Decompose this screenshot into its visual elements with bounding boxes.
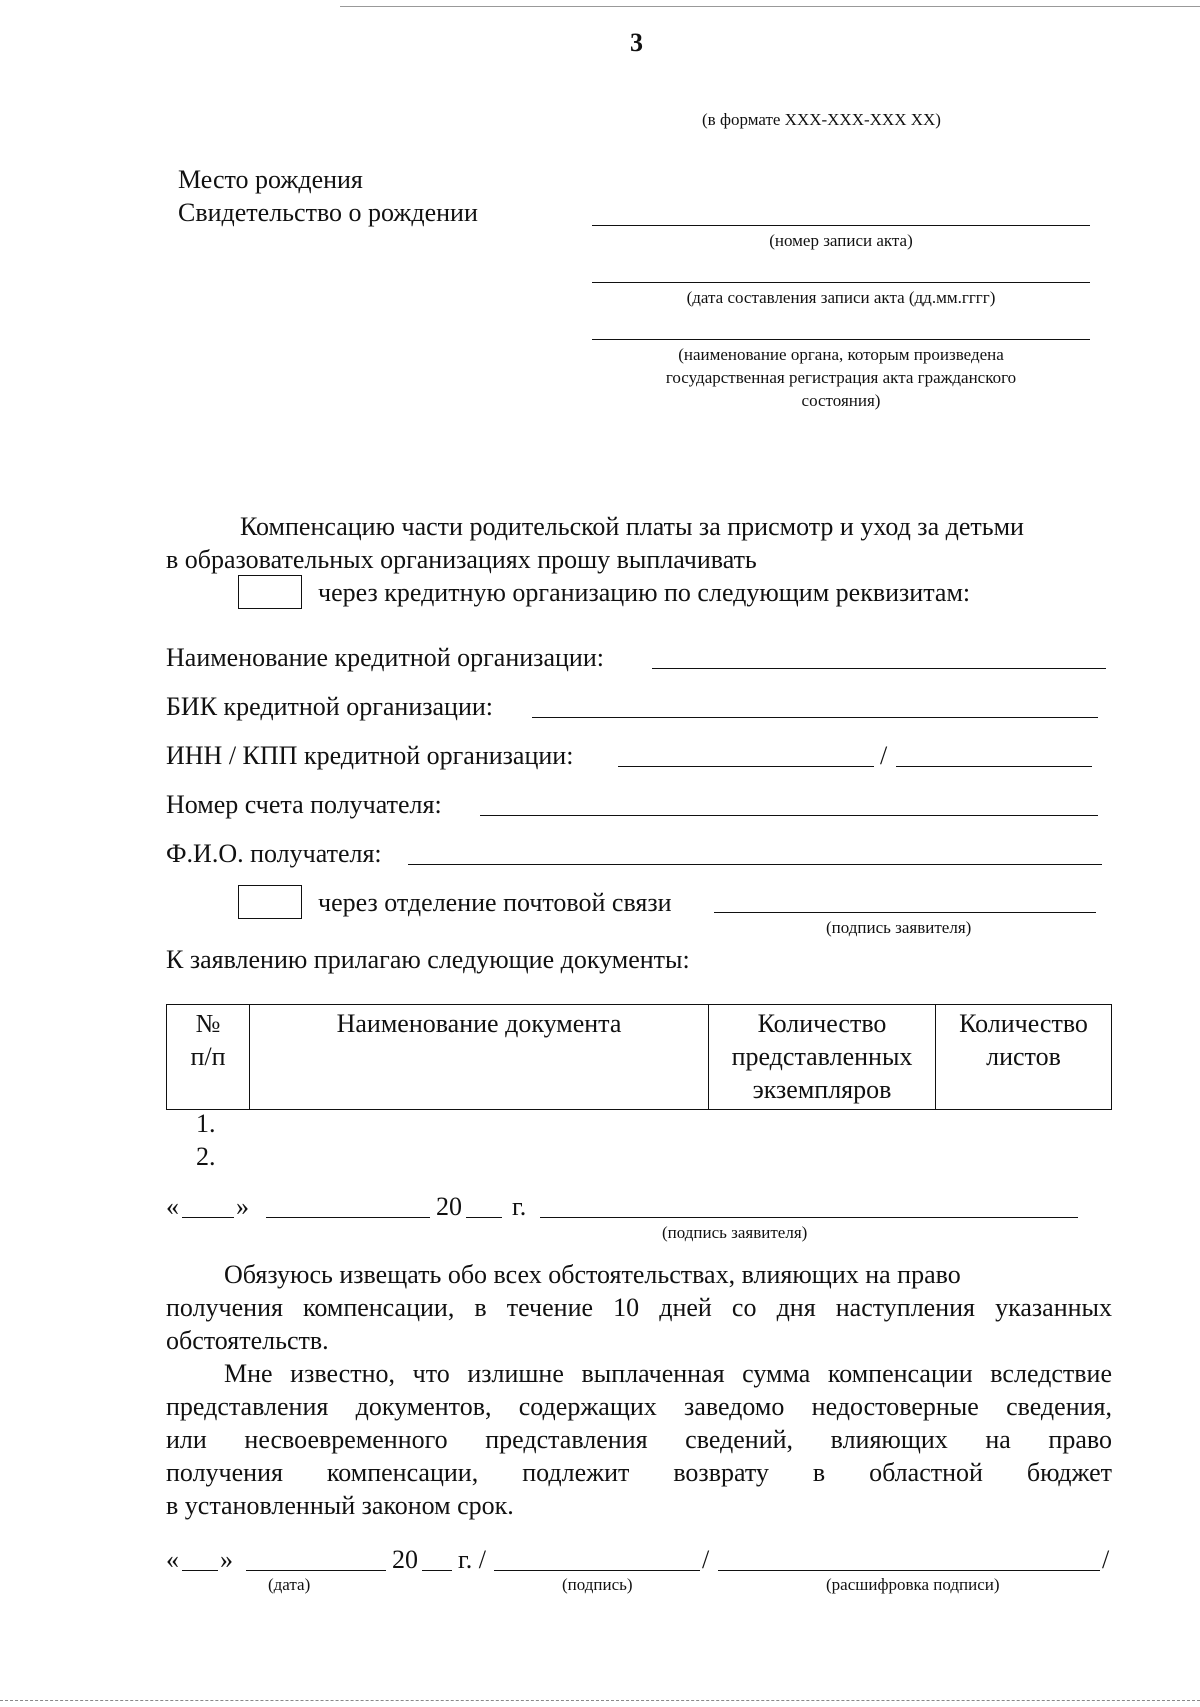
aware-line5: в установленный законом срок. bbox=[166, 1491, 514, 1520]
bank-option-label: через кредитную организацию по следующим реквизитам: bbox=[318, 578, 971, 607]
snils-format-note: (в формате XXX-XXX-XXX XX) bbox=[702, 110, 941, 129]
final-date-open-quote: « bbox=[166, 1545, 179, 1574]
authority-caption-line1: (наименование органа, которым произведена bbox=[678, 345, 1004, 364]
final-decoding-caption: (расшифровка подписи) bbox=[826, 1575, 1000, 1594]
date-year-field[interactable] bbox=[466, 1217, 502, 1218]
final-signature-field[interactable] bbox=[494, 1570, 700, 1571]
record-date-line bbox=[592, 282, 1090, 283]
account-number-field[interactable] bbox=[480, 815, 1098, 816]
final-date-year-prefix: 20 bbox=[392, 1545, 418, 1574]
compensation-text-line2: в образовательных организациях прошу выплачивать bbox=[166, 545, 757, 574]
table-header-number: № п/п bbox=[167, 1005, 250, 1110]
final-signature-caption: (подпись) bbox=[562, 1575, 633, 1594]
post-signature-caption: (подпись заявителя) bbox=[826, 918, 972, 937]
inn-kpp-separator: / bbox=[880, 741, 888, 770]
post-signature-line[interactable] bbox=[714, 912, 1096, 913]
bank-option-checkbox[interactable] bbox=[238, 575, 302, 609]
obligation-line1: Обязуюсь извещать обо всех обстоятельствах, влияющих на право bbox=[224, 1260, 961, 1289]
table-header-sheets: Количество листов bbox=[936, 1005, 1112, 1110]
date-open-quote: « bbox=[166, 1192, 179, 1221]
obligation-line3: обстоятельств. bbox=[166, 1326, 329, 1355]
date-month-field[interactable] bbox=[266, 1217, 430, 1218]
final-slash-end: / bbox=[1102, 1545, 1110, 1574]
aware-line1: Мне известно, что излишне выплаченная сумма компенсации вследствие bbox=[224, 1359, 1112, 1388]
obligation-line2: получения компенсации, в течение 10 дней со дня наступления указанных bbox=[166, 1293, 1112, 1322]
scan-top-edge-line bbox=[340, 6, 1200, 7]
document-row-number: 1. bbox=[196, 1109, 216, 1138]
final-date-close-quote: » bbox=[220, 1545, 233, 1574]
aware-line2: представления документов, содержащих заведомо недостоверные сведения, bbox=[166, 1392, 1112, 1421]
final-date-day-field[interactable] bbox=[182, 1570, 218, 1571]
date-year-suffix: г. bbox=[512, 1192, 527, 1221]
date-year-prefix: 20 bbox=[436, 1192, 462, 1221]
recipient-name-label: Ф.И.О. получателя: bbox=[166, 839, 382, 868]
authority-caption-line3: состояния) bbox=[801, 391, 881, 410]
inn-kpp-label: ИНН / КПП кредитной организации: bbox=[166, 741, 574, 770]
applicant-signature-line[interactable] bbox=[540, 1217, 1078, 1218]
record-date-caption: (дата составления записи акта (дд.мм.гггг) bbox=[686, 288, 996, 307]
bank-name-field[interactable] bbox=[652, 668, 1106, 669]
authority-caption-line2: государственная регистрация акта гражданского bbox=[665, 368, 1017, 387]
compensation-text-line1: Компенсацию части родительской платы за присмотр и уход за детьми bbox=[240, 512, 1024, 541]
inn-field[interactable] bbox=[618, 766, 874, 767]
birth-place-label: Место рождения bbox=[178, 165, 363, 194]
document-row-number: 2. bbox=[196, 1142, 216, 1171]
aware-line3: или несвоевременного представления сведений, влияющих на право bbox=[166, 1425, 1112, 1454]
table-header-document-name: Наименование документа bbox=[250, 1005, 709, 1110]
bik-label: БИК кредитной организации: bbox=[166, 692, 494, 721]
recipient-name-field[interactable] bbox=[408, 864, 1102, 865]
attachments-label: К заявлению прилагаю следующие документы: bbox=[166, 945, 690, 974]
scan-bottom-edge-line bbox=[0, 1700, 1200, 1701]
page-number: 3 bbox=[630, 28, 643, 57]
table-header-copies: Количество представленных экземпляров bbox=[709, 1005, 936, 1110]
date-close-quote: » bbox=[236, 1192, 249, 1221]
final-date-month-field[interactable] bbox=[246, 1570, 386, 1571]
final-date-year-field[interactable] bbox=[422, 1570, 452, 1571]
kpp-field[interactable] bbox=[896, 766, 1092, 767]
account-number-label: Номер счета получателя: bbox=[166, 790, 442, 819]
record-number-line bbox=[592, 225, 1090, 226]
record-number-caption: (номер записи акта) bbox=[769, 231, 913, 250]
birth-certificate-label: Свидетельство о рождении bbox=[178, 198, 478, 227]
bank-name-label: Наименование кредитной организации: bbox=[166, 643, 604, 672]
final-date-year-suffix: г. / bbox=[458, 1545, 486, 1574]
applicant-signature-caption: (подпись заявителя) bbox=[662, 1223, 808, 1242]
aware-line4: получения компенсации, подлежит возврату в областной бюджет bbox=[166, 1458, 1112, 1487]
table-header-row bbox=[167, 1005, 1112, 1110]
documents-table bbox=[166, 1004, 1112, 1110]
bik-field[interactable] bbox=[532, 717, 1098, 718]
authority-line bbox=[592, 339, 1090, 340]
final-slash: / bbox=[702, 1545, 710, 1574]
final-date-caption: (дата) bbox=[268, 1575, 311, 1594]
post-option-label: через отделение почтовой связи bbox=[318, 888, 672, 917]
date-day-field[interactable] bbox=[182, 1217, 234, 1218]
final-signature-decoding-field[interactable] bbox=[718, 1570, 1100, 1571]
post-option-checkbox[interactable] bbox=[238, 885, 302, 919]
